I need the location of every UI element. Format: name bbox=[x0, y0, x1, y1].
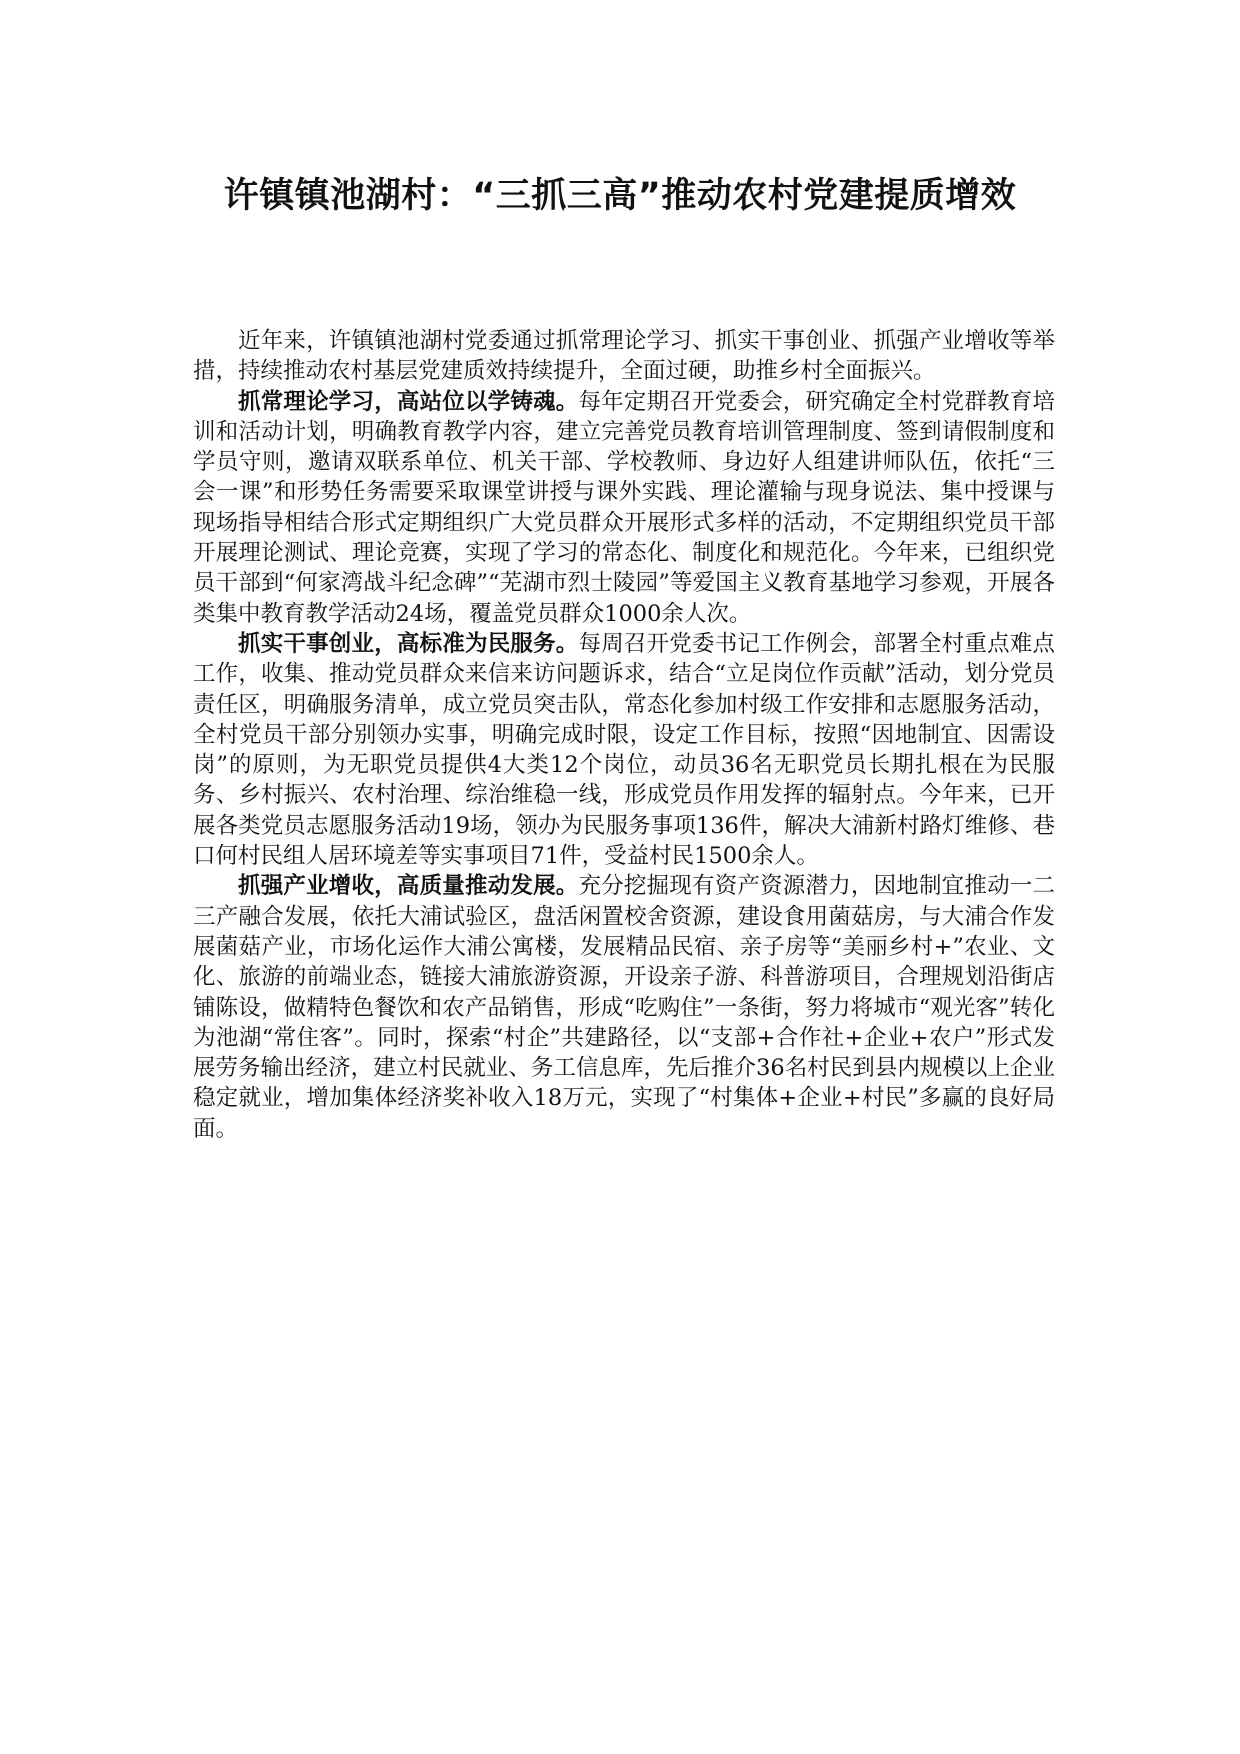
section-paragraph-service bbox=[193, 629, 1055, 871]
document-title: 许镇镇池湖村：“三抓三高”推动农村党建提质增效 bbox=[223, 176, 1017, 216]
intro-paragraph: 近年来，许镇镇池湖村党委通过抓常理论学习、抓实干事创业、抓强产业增收等举措，持续推动农村基层党建质效持续提升，全面过硬，助推乡村全面振兴。 bbox=[193, 328, 1055, 385]
section-paragraph-industry bbox=[193, 871, 1055, 1144]
section-text: 每周召开党委书记工作例会，部署全村重点难点工作，收集、推动党员群众来信来访问题诉求，结合“立足岗位作贡献”活动，划分党员责任区，明确服务清单，成立党员突击队，常态化参加村级工作安排和志愿服务活动，全村党员干部分别领办实事，明确完成时限，设定工作目标，按照“因地制宜、因需设岗”的原则，为无职党员提供4大类12个岗位，动员36名无职党员长期扎根在为民服务、乡村振兴、农村治理、综治维稳一线，形成党员作用发挥的辐射点。今年来，已开展各类党员志愿服务活动19场，领办为民服务事项136件，解决大浦新村路灯维修、巷口何村民组人居环境差等实事项目71件，受益村民1500余人。 bbox=[193, 630, 1055, 870]
section-text: 充分挖掘现有资产资源潜力，因地制宜推动一二三产融合发展，依托大浦试验区，盘活闲置校舍资源，建设食用菌菇房，与大浦合作发展菌菇产业，市场化运作大浦公寓楼，发展精品民宿、亲子房等“美丽乡村+”农业、文化、旅游的前端业态，链接大浦旅游资源，开设亲子游、科普游项目，合理规划沿街店铺陈设，做精特色餐饮和农产品销售，形成“吃购住”一条街，努力将城市“观光客”转化为池湖“常住客”。同时，探索“村企”共建路径，以“支部+合作社+企业+农户”形式发展劳务输出经济，建立村民就业、务工信息库，先后推介36名村民到县内规模以上企业稳定就业，增加集体经济奖补收入18万元，实现了“村集体+企业+村民”多赢的良好局面。 bbox=[193, 873, 1055, 1142]
section-heading: 抓实干事创业，高标准为民服务。 bbox=[238, 630, 579, 657]
section-heading: 抓常理论学习，高站位以学铸魂。 bbox=[238, 388, 579, 415]
section-heading: 抓强产业增收，高质量推动发展。 bbox=[238, 873, 579, 900]
document-body bbox=[193, 326, 1055, 1144]
section-text: 每年定期召开党委会，研究确定全村党群教育培训和活动计划，明确教育教学内容，建立完善党员教育培训管理制度、签到请假制度和学员守则，邀请双联系单位、机关干部、学校教师、身边好人组建讲师队伍，依托“三会一课”和形势任务需要采取课堂讲授与课外实践、理论灌输与现身说法、集中授课与现场指导相结合形式定期组织广大党员群众开展形式多样的活动，不定期组织党员干部开展理论测试、理论竞赛，实现了学习的常态化、制度化和规范化。今年来，已组织党员干部到“何家湾战斗纪念碑”“芜湖市烈士陵园”等爱国主义教育基地学习参观，开展各类集中教育教学活动24场，覆盖党员群众1000余人次。 bbox=[193, 388, 1055, 627]
section-paragraph-theory-study bbox=[193, 387, 1055, 629]
